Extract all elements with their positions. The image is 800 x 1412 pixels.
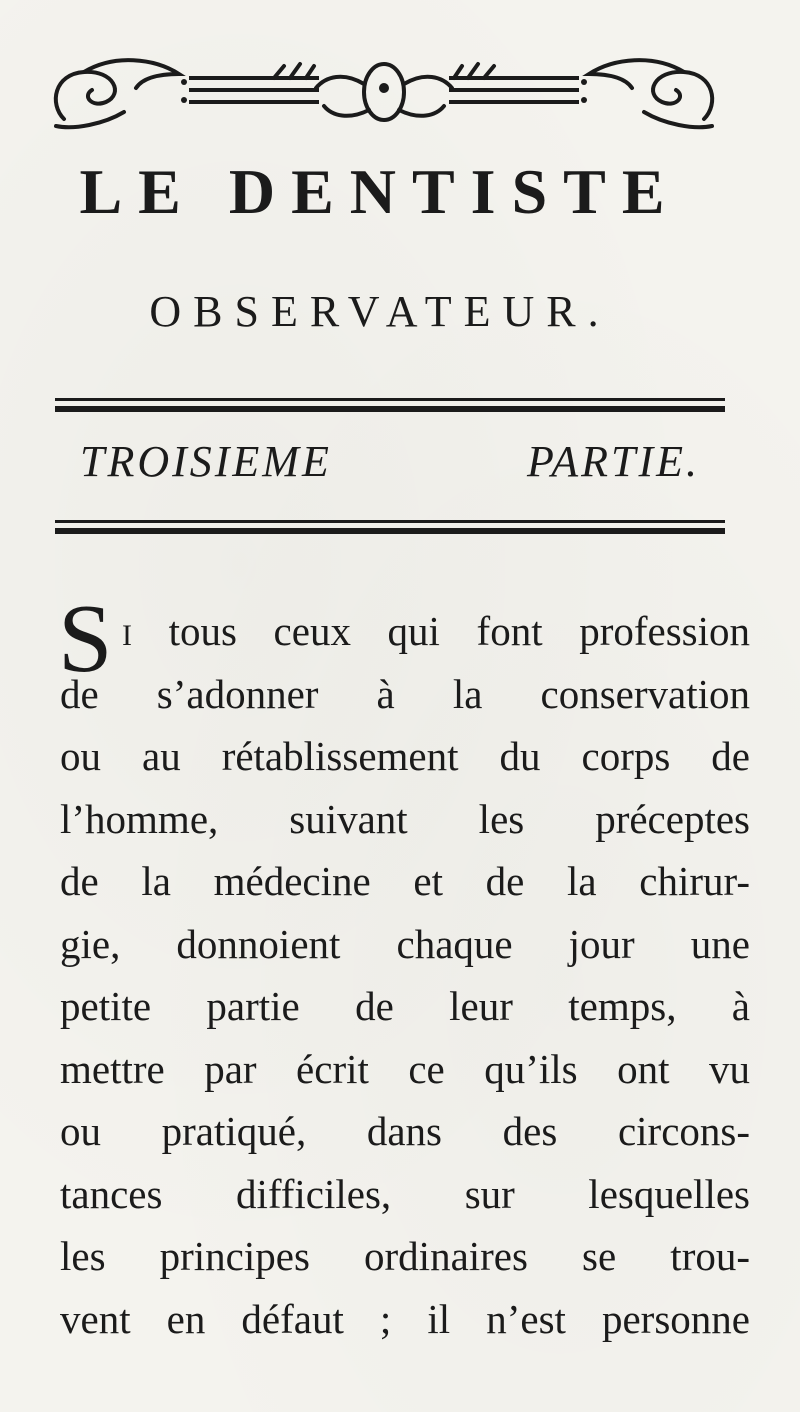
part-heading-word-1: TROISIEME xyxy=(80,437,332,486)
text-line: de s’adonner à la conservation xyxy=(60,670,750,717)
text-line: tances difficiles, sur lesquelles xyxy=(60,1170,750,1217)
small-capital: I xyxy=(122,619,132,652)
text-line: gie, donnoient chaque jour une xyxy=(60,920,750,967)
text-line: l’homme, suivant les préceptes xyxy=(60,795,750,842)
text-line: ou pratiqué, dans des circons- xyxy=(60,1108,750,1154)
text-line-1-rest: tous ceux qui font profession xyxy=(132,608,750,654)
drop-capital: S xyxy=(58,585,113,693)
text-line: vent en défaut ; il n’est personne xyxy=(60,1295,750,1342)
text-line: ou au rétablissement du corps de xyxy=(60,733,750,779)
book-subtitle: OBSERVATEUR. xyxy=(149,287,611,336)
double-rule-bottom xyxy=(55,520,725,534)
part-heading xyxy=(80,437,700,486)
decorative-header-ornament xyxy=(44,44,724,134)
text-line: les principes ordinaires se trou- xyxy=(60,1233,750,1279)
double-rule-top xyxy=(55,398,725,412)
text-line-1 xyxy=(60,600,750,663)
text-line: de la médecine et de la chirur- xyxy=(60,858,750,904)
text-line: mettre par écrit ce qu’ils ont vu xyxy=(60,1045,750,1092)
part-heading-word-2: PARTIE. xyxy=(527,437,700,486)
body-paragraph xyxy=(58,585,750,1350)
text-line: petite partie de leur temps, à xyxy=(60,983,750,1029)
book-title: LE DENTISTE xyxy=(79,156,681,227)
